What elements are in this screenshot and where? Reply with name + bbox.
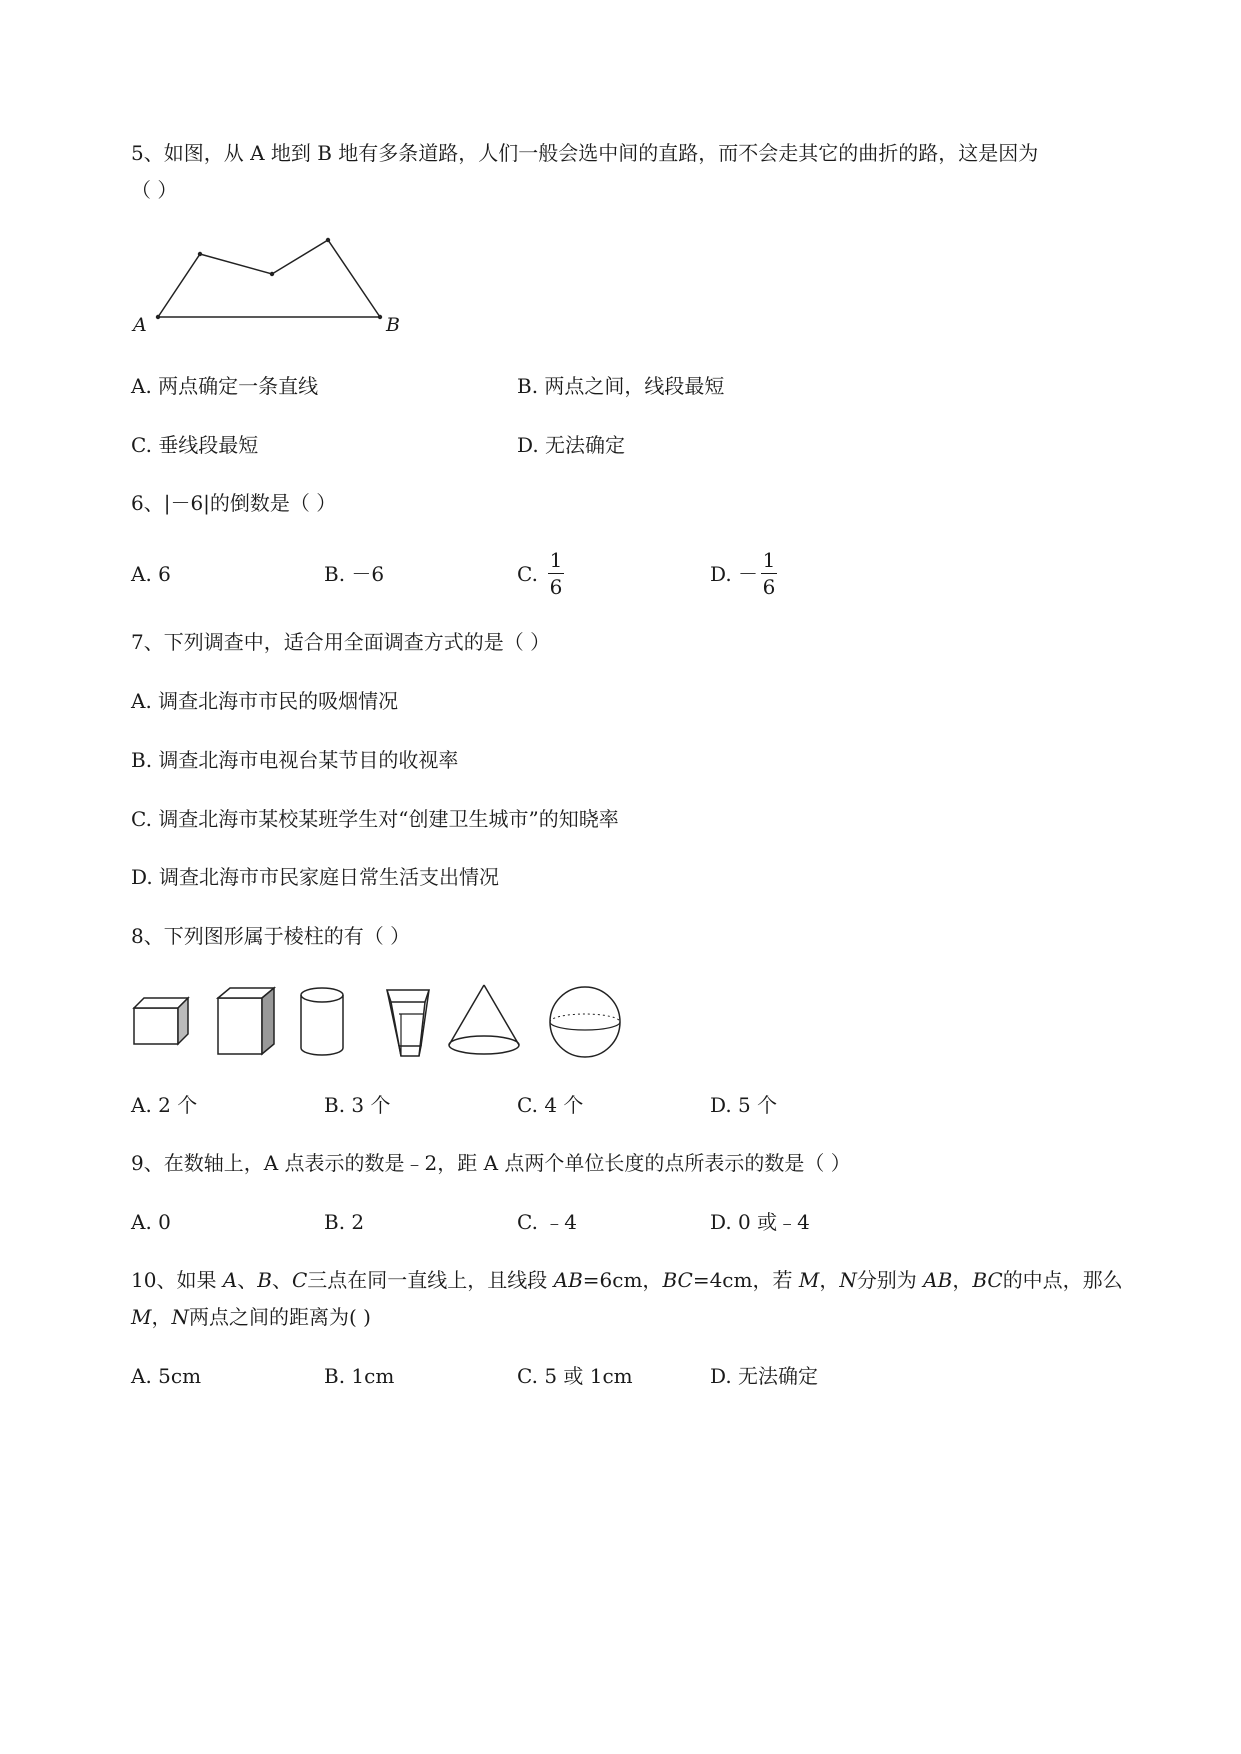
sphere-icon (547, 986, 623, 1058)
q6-option-c-fraction[interactable]: 1 6 (549, 548, 563, 599)
q8-option-d[interactable]: D. 5 个 (710, 1093, 778, 1117)
frustum-icon (385, 988, 433, 1058)
q6-option-c-letter[interactable]: C. (517, 562, 538, 586)
cone-icon (447, 983, 521, 1057)
q5-stem-line2: （ ） (131, 178, 178, 202)
q8-option-a[interactable]: A. 2 个 (131, 1093, 198, 1117)
q9-option-c[interactable]: C. ﹣4 (517, 1210, 578, 1234)
cube-icon (216, 986, 276, 1056)
q5-option-b[interactable]: B. 两点之间，线段最短 (517, 374, 725, 398)
q10-stem-line1: 10、如果 A、B、C三点在同一直线上，且线段 AB=6cm，BC=4cm，若 M，N分别为 AB，BC的中点，那么 (131, 1268, 1123, 1292)
q6-option-a[interactable]: A. 6 (131, 562, 171, 586)
q8-option-b[interactable]: B. 3 个 (324, 1093, 391, 1117)
q5-point-a-label: A (133, 314, 147, 336)
q8-option-c[interactable]: C. 4 个 (517, 1093, 584, 1117)
q10-option-a[interactable]: A. 5cm (131, 1364, 202, 1388)
q6-option-d-letter[interactable]: D. － (710, 562, 759, 586)
q5-option-c[interactable]: C. 垂线段最短 (131, 433, 259, 457)
q5-route-figure (130, 230, 410, 340)
q10-option-c[interactable]: C. 5 或 1cm (517, 1364, 633, 1388)
q9-option-d[interactable]: D. 0 或﹣4 (710, 1210, 810, 1234)
q7-option-c[interactable]: C. 调查北海市某校某班学生对“创建卫生城市”的知晓率 (131, 807, 619, 831)
q7-option-d[interactable]: D. 调查北海市市民家庭日常生活支出情况 (131, 865, 500, 889)
q10-option-d[interactable]: D. 无法确定 (710, 1364, 819, 1388)
q7-option-a[interactable]: A. 调查北海市市民的吸烟情况 (131, 689, 399, 713)
q9-option-b[interactable]: B. 2 (324, 1210, 365, 1234)
q5-option-a[interactable]: A. 两点确定一条直线 (131, 374, 319, 398)
cuboid-icon (132, 996, 192, 1048)
q5-option-d[interactable]: D. 无法确定 (517, 433, 626, 457)
q6-option-d-fraction[interactable]: 1 6 (762, 548, 776, 599)
q9-stem: 9、在数轴上，A 点表示的数是﹣2，距 A 点两个单位长度的点所表示的数是（ ） (131, 1151, 851, 1175)
q6-option-b[interactable]: B. －6 (324, 562, 385, 586)
q5-point-b-label: B (386, 314, 400, 336)
q9-option-a[interactable]: A. 0 (131, 1210, 171, 1234)
q8-stem: 8、下列图形属于棱柱的有（ ） (131, 924, 411, 948)
q7-stem: 7、下列调查中，适合用全面调查方式的是（ ） (131, 630, 551, 654)
q10-option-b[interactable]: B. 1cm (324, 1364, 395, 1388)
q7-option-b[interactable]: B. 调查北海市电视台某节目的收视率 (131, 748, 459, 772)
cylinder-icon (299, 986, 345, 1058)
q10-stem-line2: M，N两点之间的距离为( ) (131, 1305, 371, 1329)
q5-stem-line1: 5、如图，从 A 地到 B 地有多条道路，人们一般会选中间的直路，而不会走其它的曲折的路，这是因为 (131, 141, 1039, 165)
q6-stem: 6、|－6|的倒数是（ ） (131, 491, 337, 515)
